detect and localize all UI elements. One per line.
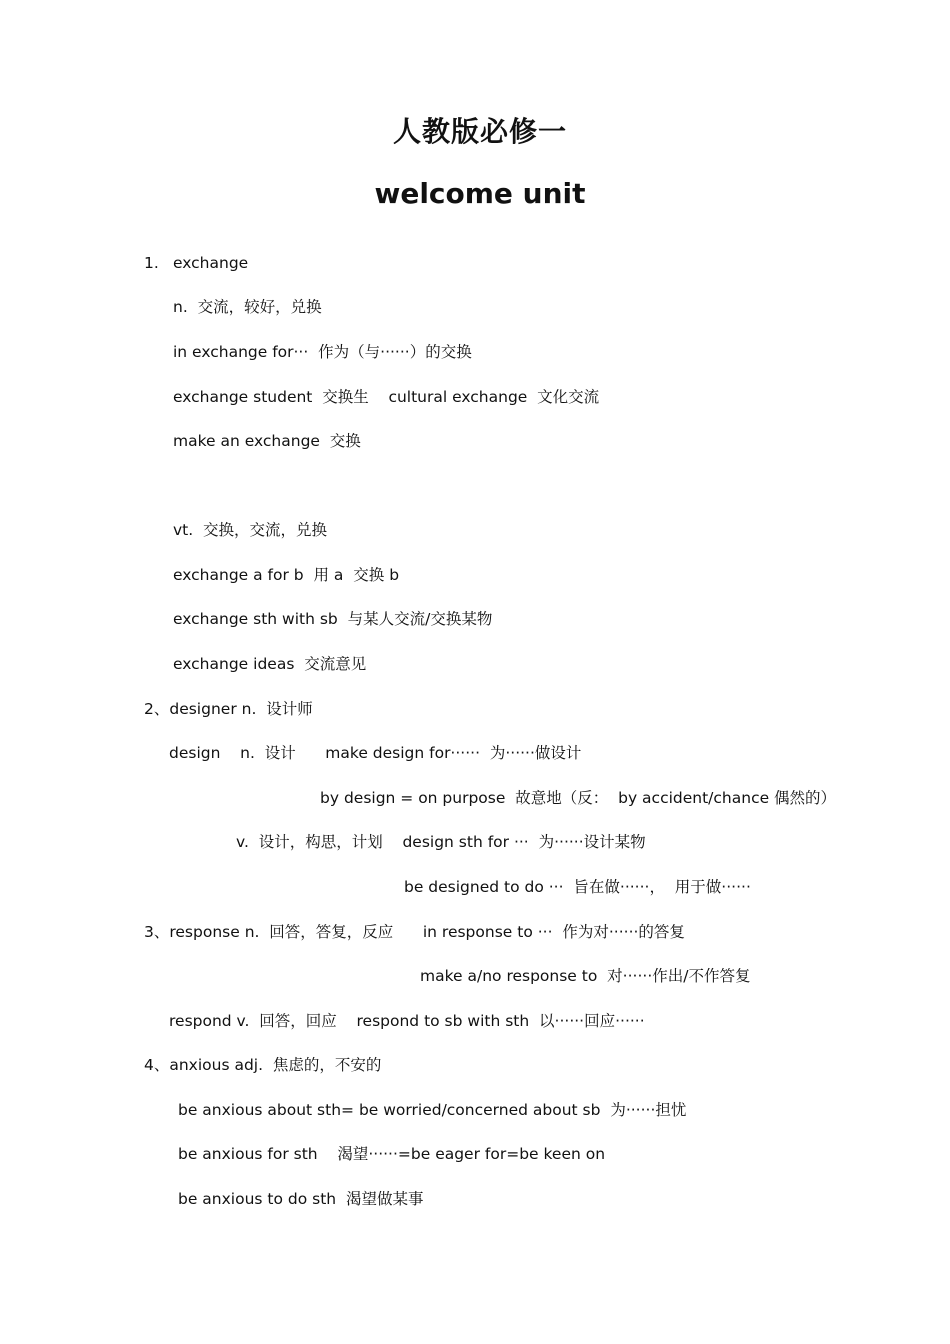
entry-line: be anxious for sth 渴望······=be eager for=be keen on: [178, 1145, 606, 1163]
document-title: 人教版必修一: [392, 115, 567, 148]
document-subtitle: welcome unit: [374, 177, 586, 210]
entry-line: exchange a for b 用 a 交换 b: [173, 566, 400, 584]
entry-line: exchange ideas 交流意见: [173, 655, 367, 673]
entry-line: exchange student 交换生 cultural exchange 文化交流: [173, 388, 600, 406]
entry-heading: 4、anxious adj. 焦虑的，不安的: [144, 1056, 382, 1074]
entry-heading: 3、response n. 回答，答复，反应 in response to ··· 作为对······的答复: [144, 923, 685, 941]
entry-line: respond v. 回答，回应 respond to sb with sth 以······回应······: [169, 1012, 645, 1030]
entry-line: n. 交流，较好，兑换: [173, 298, 322, 316]
entry-line: exchange sth with sb 与某人交流/交换某物: [173, 610, 493, 628]
entry-line: be designed to do ··· 旨在做······， 用于做······: [404, 878, 751, 896]
entry-line: make an exchange 交换: [173, 432, 361, 450]
entry-line: v. 设计，构思，计划 design sth for ··· 为······设计某物: [236, 833, 646, 851]
entry-line: vt. 交换，交流，兑换: [173, 521, 328, 539]
entry-line: by design = on purpose 故意地（反： by accident/chance 偶然的）: [320, 789, 837, 807]
entry-line: in exchange for··· 作为（与······）的交换: [173, 343, 472, 361]
entry-line: be anxious to do sth 渴望做某事: [178, 1190, 424, 1208]
entry-headword: exchange: [173, 254, 249, 272]
entry-line: make a/no response to 对······作出/不作答复: [420, 967, 751, 985]
entry-heading: 2、designer n. 设计师: [144, 700, 313, 718]
entry-line: design n. 设计 make design for······ 为······做设计: [169, 744, 582, 762]
list-number-1: 1.: [144, 254, 159, 272]
entry-line: be anxious about sth= be worried/concerned about sb 为······担忧: [178, 1101, 687, 1119]
